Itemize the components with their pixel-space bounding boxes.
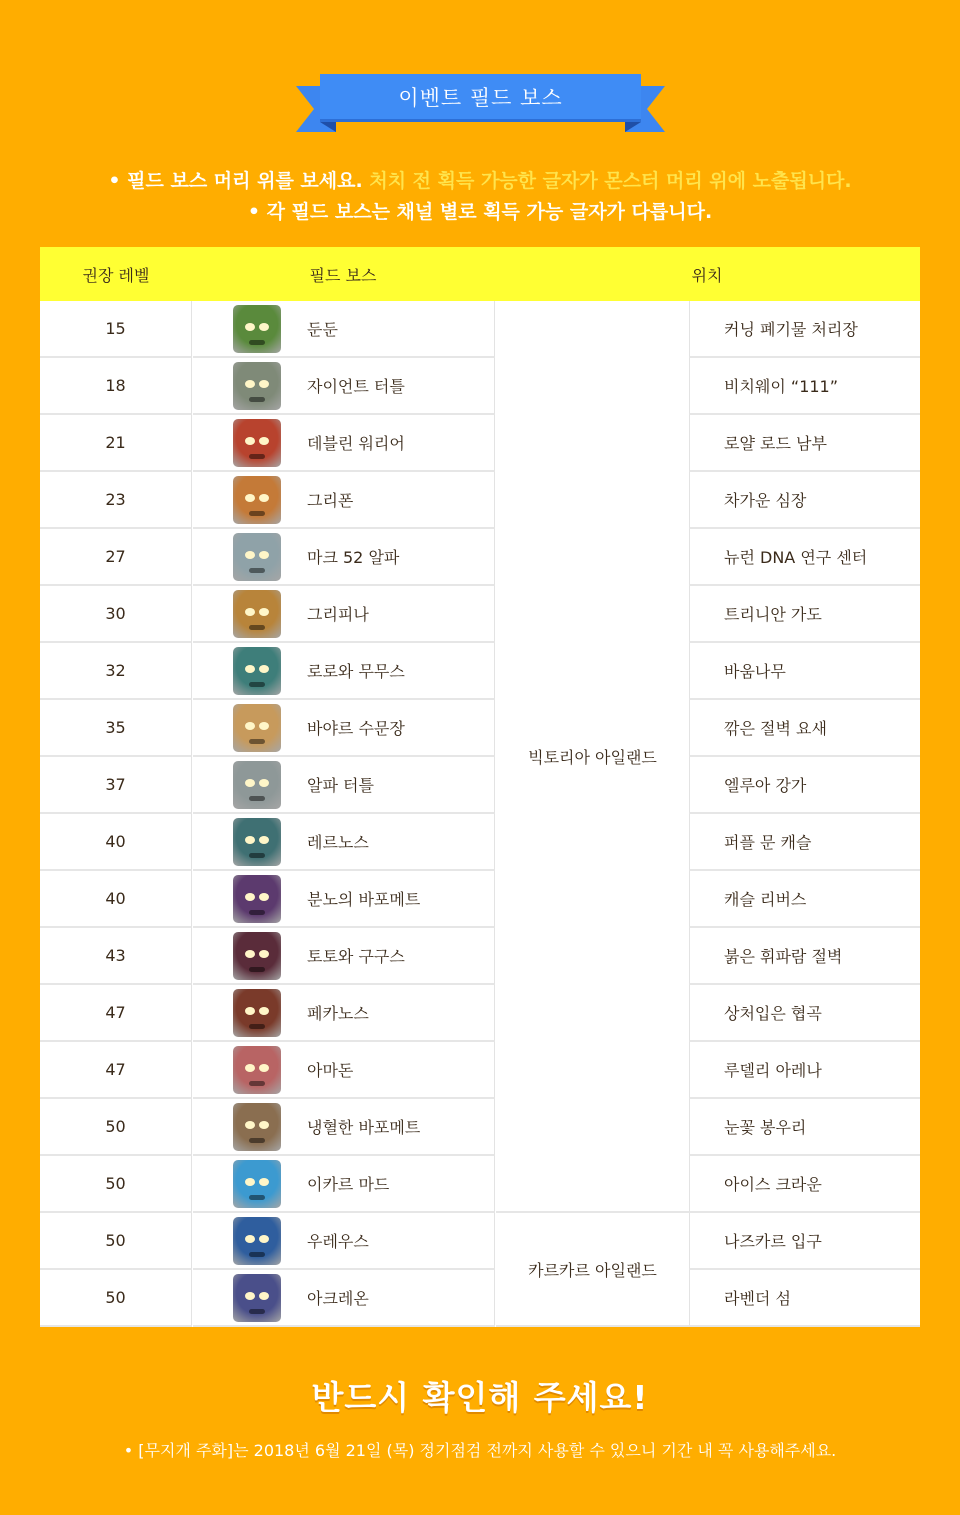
boss-portrait-icon [233,875,281,923]
portrait-eye [245,1292,255,1300]
boss-name: 둔둔 [307,320,338,339]
portrait-eye [245,1064,255,1072]
location-cell: 붉은 휘파람 절벽 [689,928,920,985]
location-cell: 퍼플 문 캐슬 [689,814,920,871]
level-cell: 35 [40,700,192,757]
portrait-eye [245,722,255,730]
table-row [40,358,920,415]
boss-name: 분노의 바포메트 [307,890,421,909]
location-cell: 눈꽃 봉우리 [689,1099,920,1156]
portrait-eye [259,836,269,844]
boss-cell [193,814,495,871]
table-body [40,301,920,1327]
portrait-eye [259,722,269,730]
banner-title: 이벤트 필드 보스 [320,74,641,122]
portrait-mouth [249,1024,265,1029]
note-line-1 [0,166,960,197]
portrait-mouth [249,454,265,459]
event-banner [296,74,665,132]
portrait-mouth [249,568,265,573]
boss-name: 아크레온 [307,1289,369,1308]
level-cell: 23 [40,472,192,529]
boss-name: 로로와 무무스 [307,662,405,681]
table-row [40,700,920,757]
boss-portrait-icon [233,476,281,524]
level-cell: 50 [40,1213,192,1270]
footnote: • [무지개 주화]는 2018년 6월 21일 (목) 정기점검 전까지 사용할 수 있으니 기간 내 꼭 사용해주세요. [123,1441,837,1460]
table-row [40,586,920,643]
portrait-eye [259,437,269,445]
boss-name: 토토와 구구스 [307,947,405,966]
boss-name: 레르노스 [307,833,369,852]
table-row [40,1099,920,1156]
level-cell: 47 [40,1042,192,1099]
header-boss: 필드 보스 [309,265,377,285]
boss-portrait-icon [233,761,281,809]
boss-portrait-icon [233,1103,281,1151]
portrait-eye [259,1064,269,1072]
portrait-eye [245,1235,255,1243]
portrait-mouth [249,739,265,744]
boss-portrait-icon [233,533,281,581]
region-cell: 카르카르 아일랜드 [496,1213,689,1327]
boss-portrait-icon [233,704,281,752]
table-row [40,529,920,586]
portrait-mouth [249,625,265,630]
location-cell: 트리니안 가도 [689,586,920,643]
header-location: 위치 [691,265,723,285]
boss-cell [193,985,495,1042]
location-cell: 엘루아 강가 [689,757,920,814]
boss-cell [193,1213,495,1270]
portrait-mouth [249,682,265,687]
table-row [40,1156,920,1213]
portrait-mouth [249,1252,265,1257]
table-row [40,472,920,529]
boss-portrait-icon [233,1217,281,1265]
boss-cell [193,1042,495,1099]
portrait-eye [259,665,269,673]
portrait-eye [245,1121,255,1129]
portrait-mouth [249,397,265,402]
portrait-eye [245,323,255,331]
level-cell: 40 [40,871,192,928]
boss-name: 우레우스 [307,1232,369,1251]
note-bullet: • [108,170,121,192]
level-cell: 43 [40,928,192,985]
portrait-eye [259,893,269,901]
location-cell: 라벤더 섬 [689,1270,920,1327]
portrait-mouth [249,910,265,915]
field-boss-table [40,247,920,1327]
boss-name: 마크 52 알파 [307,548,400,567]
location-cell: 나즈카르 입구 [689,1213,920,1270]
boss-cell [193,1099,495,1156]
table-row [40,301,920,358]
table-header [40,247,920,301]
table-row [40,928,920,985]
boss-cell [193,1156,495,1213]
boss-cell [193,586,495,643]
boss-cell [193,472,495,529]
portrait-eye [259,1292,269,1300]
portrait-eye [245,437,255,445]
portrait-eye [245,893,255,901]
level-cell: 50 [40,1099,192,1156]
table-row [40,643,920,700]
level-cell: 40 [40,814,192,871]
boss-cell [193,529,495,586]
location-cell: 깎은 절벽 요새 [689,700,920,757]
portrait-mouth [249,1195,265,1200]
boss-cell [193,643,495,700]
portrait-eye [245,551,255,559]
portrait-mouth [249,1138,265,1143]
boss-cell [193,358,495,415]
portrait-eye [259,494,269,502]
portrait-eye [259,551,269,559]
boss-name: 바야르 수문장 [307,719,405,738]
portrait-eye [245,1178,255,1186]
level-cell: 50 [40,1156,192,1213]
boss-cell [193,928,495,985]
region-cell: 빅토리아 아일랜드 [496,301,689,1213]
portrait-eye [259,1178,269,1186]
boss-cell [193,757,495,814]
boss-portrait-icon [233,818,281,866]
location-cell: 캐슬 리버스 [689,871,920,928]
boss-portrait-icon [233,362,281,410]
table-row [40,757,920,814]
portrait-eye [245,950,255,958]
portrait-eye [245,836,255,844]
portrait-eye [245,665,255,673]
portrait-eye [259,779,269,787]
level-cell: 21 [40,415,192,472]
level-cell: 32 [40,643,192,700]
header-level: 권장 레벨 [82,265,150,285]
level-cell: 47 [40,985,192,1042]
table-row [40,985,920,1042]
boss-portrait-icon [233,989,281,1037]
location-cell: 상처입은 협곡 [689,985,920,1042]
boss-portrait-icon [233,647,281,695]
boss-cell [193,700,495,757]
boss-cell [193,301,495,358]
portrait-mouth [249,511,265,516]
boss-cell [193,415,495,472]
table-row [40,1270,920,1327]
portrait-eye [259,950,269,958]
portrait-mouth [249,796,265,801]
boss-name: 아마돈 [307,1061,354,1080]
portrait-eye [259,1007,269,1015]
confirm-title: 반드시 확인해 주세요! [311,1378,649,1417]
boss-name: 이카르 마드 [307,1175,390,1194]
level-cell: 15 [40,301,192,358]
boss-portrait-icon [233,932,281,980]
portrait-eye [245,494,255,502]
boss-portrait-icon [233,1160,281,1208]
level-cell: 37 [40,757,192,814]
portrait-eye [259,1121,269,1129]
location-cell: 로얄 로드 남부 [689,415,920,472]
location-cell: 뉴런 DNA 연구 센터 [689,529,920,586]
boss-portrait-icon [233,1046,281,1094]
boss-cell [193,1270,495,1327]
portrait-eye [245,380,255,388]
level-cell: 18 [40,358,192,415]
boss-cell [193,871,495,928]
table-row [40,415,920,472]
portrait-eye [259,608,269,616]
boss-name: 냉혈한 바포메트 [307,1118,421,1137]
location-cell: 아이스 크라운 [689,1156,920,1213]
portrait-mouth [249,967,265,972]
level-cell: 27 [40,529,192,586]
boss-portrait-icon [233,305,281,353]
level-cell: 30 [40,586,192,643]
level-cell: 50 [40,1270,192,1327]
table-row [40,871,920,928]
boss-name: 페카노스 [307,1004,369,1023]
event-notes [0,166,960,228]
location-cell: 루델리 아레나 [689,1042,920,1099]
boss-name: 그리폰 [307,491,354,510]
boss-name: 그리피나 [307,605,369,624]
boss-portrait-icon [233,419,281,467]
portrait-mouth [249,1309,265,1314]
table-row [40,1042,920,1099]
table-row [40,1213,920,1270]
note-line-2: • 각 필드 보스는 채널 별로 획득 가능 글자가 다릅니다. [247,201,713,223]
boss-name: 데블린 워리어 [307,434,405,453]
portrait-mouth [249,853,265,858]
portrait-eye [245,779,255,787]
portrait-mouth [249,1081,265,1086]
location-cell: 차가운 심장 [689,472,920,529]
boss-name: 자이언트 터틀 [307,377,405,396]
portrait-eye [259,323,269,331]
boss-portrait-icon [233,590,281,638]
portrait-mouth [249,340,265,345]
portrait-eye [259,1235,269,1243]
note-line-1-highlight: 처치 전 획득 가능한 글자가 몬스터 머리 위에 노출됩니다. [369,170,852,192]
portrait-eye [259,380,269,388]
location-cell: 비치웨이 “111” [689,358,920,415]
boss-name: 알파 터틀 [307,776,374,795]
portrait-eye [245,608,255,616]
note-line-1-a: 필드 보스 머리 위를 보세요. [127,170,363,192]
boss-portrait-icon [233,1274,281,1322]
location-cell: 커닝 폐기물 처리장 [689,301,920,358]
location-cell: 바움나무 [689,643,920,700]
table-row [40,814,920,871]
portrait-eye [245,1007,255,1015]
